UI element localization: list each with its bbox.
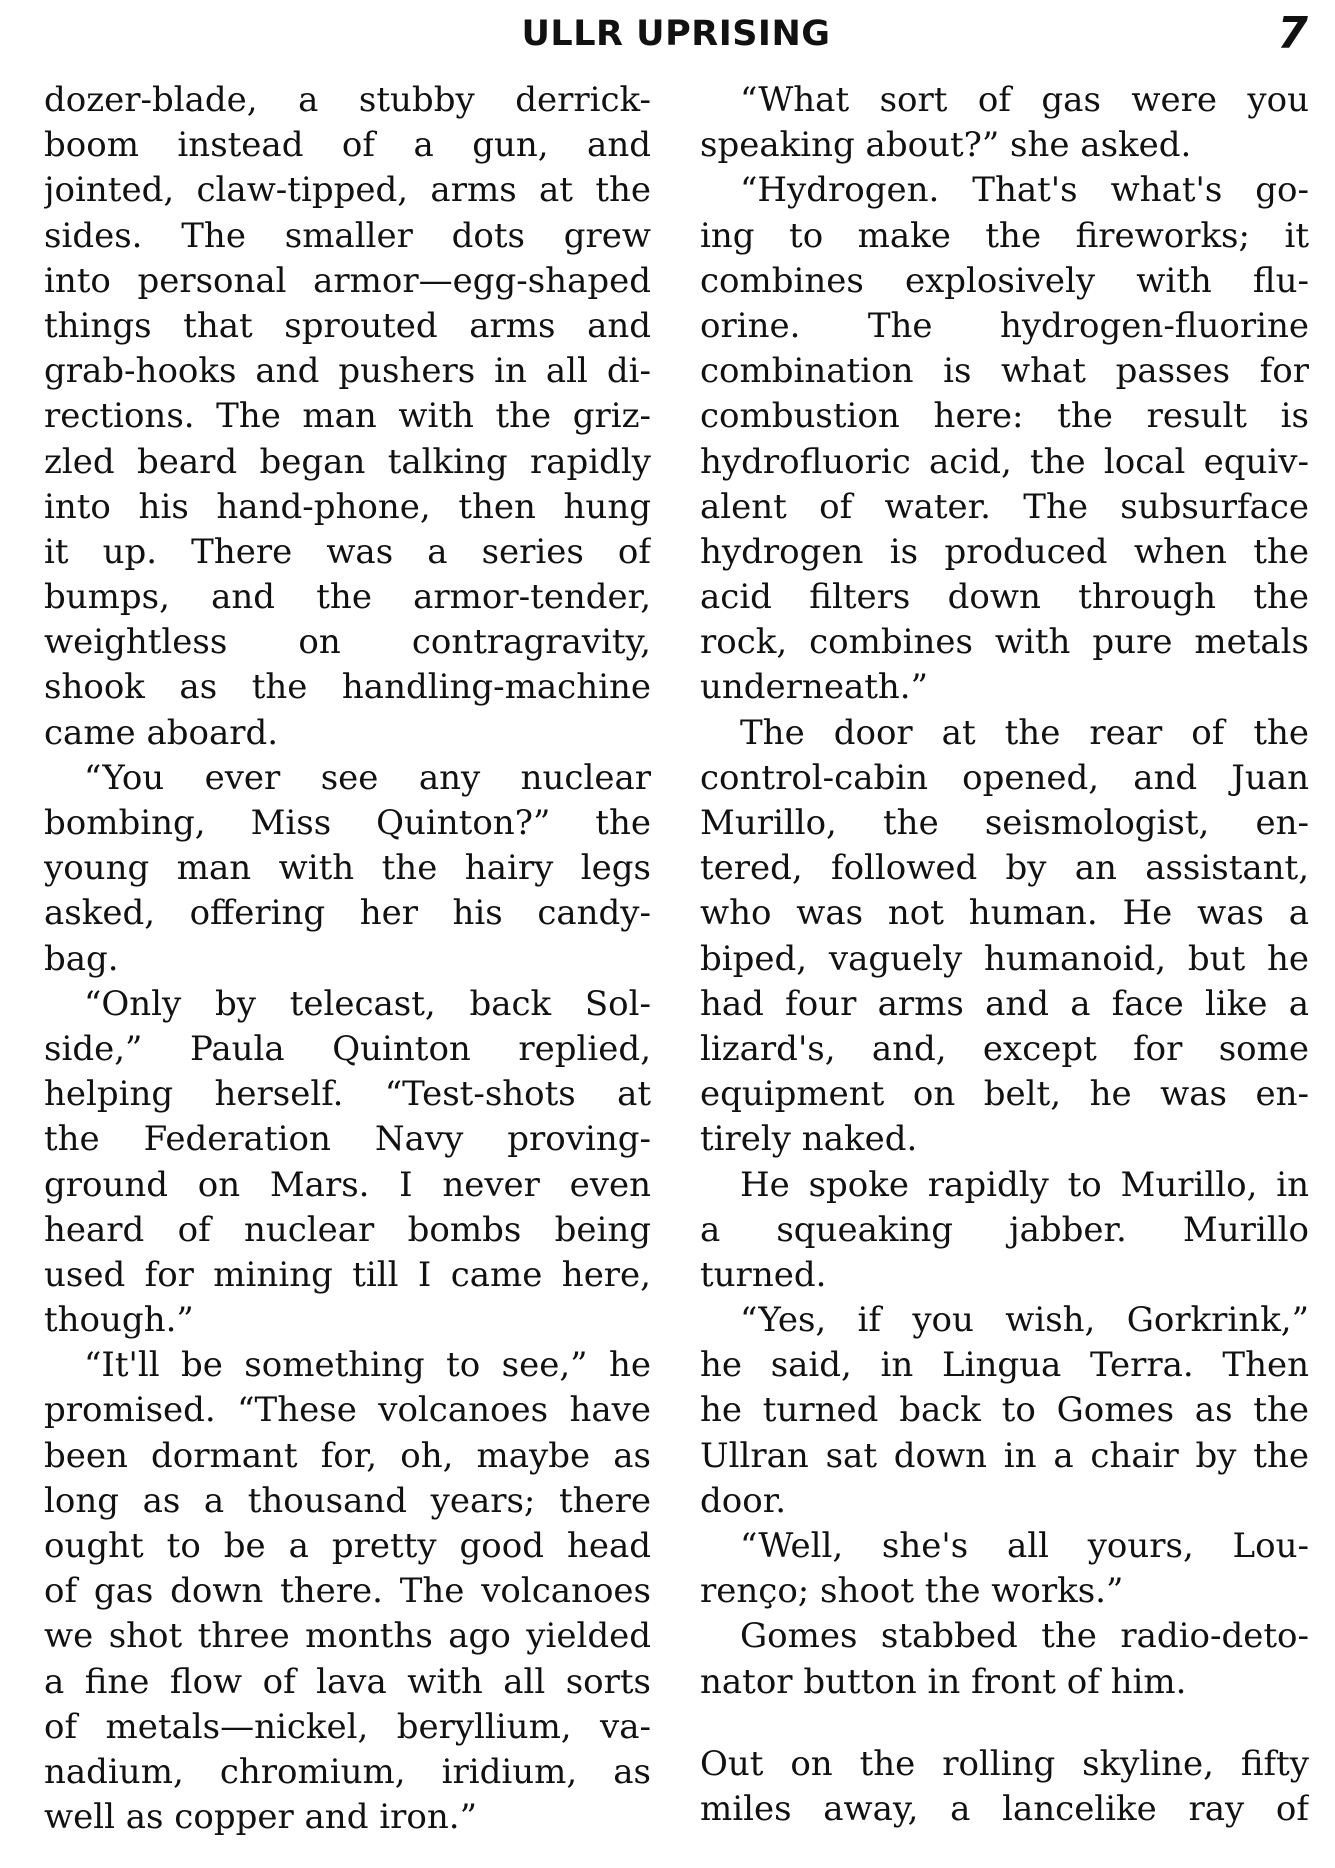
text-line: combustion here: the result is bbox=[700, 396, 1309, 437]
text-line: “Only by telecast, back Sol- bbox=[84, 983, 651, 1024]
text-line: hydrogen is produced when the bbox=[700, 531, 1309, 572]
text-line: he turned back to Gomes as the bbox=[700, 1390, 1309, 1431]
text-line: it up. There was a series of bbox=[44, 531, 651, 572]
text-line: hydrofluoric acid, the local equiv- bbox=[700, 441, 1309, 482]
text-line: into personal armor—egg-shaped bbox=[44, 260, 651, 301]
text-line: we shot three months ago yielded bbox=[44, 1616, 651, 1657]
text-line: rock, combines with pure metals bbox=[700, 622, 1309, 663]
text-line: lizard's, and, except for some bbox=[700, 1028, 1309, 1069]
text-line: “Hydrogen. That's what's go- bbox=[740, 170, 1309, 211]
text-line: zled beard began talking rapidly bbox=[44, 441, 651, 482]
text-line: of metals—nickel, beryllium, va- bbox=[44, 1706, 651, 1747]
text-line: acid filters down through the bbox=[700, 577, 1309, 618]
text-line: of gas down there. The volcanoes bbox=[44, 1571, 651, 1612]
text-line: “What sort of gas were you bbox=[740, 80, 1309, 120]
text-line: “It'll be something to see,” he bbox=[84, 1345, 651, 1386]
text-line: side,” Paula Quinton replied, bbox=[44, 1028, 651, 1069]
text-line: dozer-blade, a stubby derrick- bbox=[44, 80, 651, 120]
text-line: alent of water. The subsurface bbox=[700, 486, 1309, 527]
text-line: “Yes, if you wish, Gorkrink,” bbox=[740, 1300, 1309, 1341]
text-line: came aboard. bbox=[44, 712, 279, 753]
text-line: nator button in front of him. bbox=[700, 1661, 1187, 1702]
text-line: been dormant for, oh, maybe as bbox=[44, 1435, 651, 1476]
text-line: a squeaking jabber. Murillo bbox=[700, 1209, 1309, 1250]
text-line: promised. “These volcanoes have bbox=[44, 1390, 651, 1431]
running-head: ULLR UPRISING bbox=[521, 14, 831, 54]
text-line: sides. The smaller dots grew bbox=[44, 215, 651, 256]
text-line: control-cabin opened, and Juan bbox=[700, 757, 1309, 798]
text-line: jointed, claw-tipped, arms at the bbox=[44, 170, 651, 211]
text-line: weightless on contragravity, bbox=[44, 622, 651, 663]
text-line: turned. bbox=[700, 1254, 827, 1295]
text-line: a fine flow of lava with all sorts bbox=[44, 1661, 651, 1702]
text-line: heard of nuclear bombs being bbox=[44, 1209, 651, 1250]
page-number: 7 bbox=[1277, 8, 1308, 59]
text-line: speaking about?” she asked. bbox=[700, 125, 1192, 166]
text-line: Out on the rolling skyline, fifty bbox=[700, 1743, 1309, 1784]
text-line: who was not human. He was a bbox=[700, 893, 1309, 934]
text-line: nadium, chromium, iridium, as bbox=[44, 1751, 651, 1792]
text-line: had four arms and a face like a bbox=[700, 983, 1309, 1024]
text-line: young man with the hairy legs bbox=[44, 848, 651, 889]
text-line: orine. The hydrogen-fluorine bbox=[700, 305, 1309, 346]
text-line: shook as the handling-machine bbox=[44, 667, 651, 708]
text-line: “You ever see any nuclear bbox=[84, 757, 651, 798]
text-line: used for mining till I came here, bbox=[44, 1254, 651, 1295]
text-line: equipment on belt, he was en- bbox=[700, 1074, 1309, 1115]
text-line: bumps, and the armor-tender, bbox=[44, 577, 651, 618]
text-line: into his hand-phone, then hung bbox=[44, 486, 651, 527]
text-line: combination is what passes for bbox=[700, 351, 1309, 392]
text-line: ground on Mars. I never even bbox=[44, 1164, 651, 1205]
text-line: long as a thousand years; there bbox=[44, 1480, 651, 1521]
text-line: ing to make the fireworks; it bbox=[700, 215, 1309, 256]
text-line: things that sprouted arms and bbox=[44, 305, 651, 346]
text-line: he said, in Lingua Terra. Then bbox=[700, 1345, 1309, 1386]
text-line: door. bbox=[700, 1480, 787, 1521]
text-line: asked, offering her his candy- bbox=[44, 893, 651, 934]
text-line: ought to be a pretty good head bbox=[44, 1526, 651, 1566]
text-line: tered, followed by an assistant, bbox=[700, 848, 1309, 889]
text-line: well as copper and iron.” bbox=[44, 1797, 477, 1838]
text-line: Murillo, the seismologist, en- bbox=[700, 803, 1309, 843]
text-line: bag. bbox=[44, 938, 119, 979]
left-text-column bbox=[44, 78, 651, 1840]
text-line: Ullran sat down in a chair by the bbox=[700, 1435, 1309, 1476]
text-line: helping herself. “Test-shots at bbox=[44, 1074, 651, 1115]
text-line: miles away, a lancelike ray of bbox=[700, 1788, 1309, 1829]
text-line: tirely naked. bbox=[700, 1119, 918, 1160]
text-line: boom instead of a gun, and bbox=[44, 125, 651, 166]
text-line: combines explosively with flu- bbox=[700, 260, 1309, 301]
text-line: renço; shoot the works.” bbox=[700, 1571, 1124, 1612]
text-line: “Well, she's all yours, Lou- bbox=[740, 1526, 1309, 1566]
text-line: rections. The man with the griz- bbox=[44, 396, 651, 437]
text-line: bombing, Miss Quinton?” the bbox=[44, 803, 651, 843]
text-line: He spoke rapidly to Murillo, in bbox=[740, 1164, 1309, 1205]
right-text-column bbox=[700, 78, 1309, 1832]
text-line: Gomes stabbed the radio-deto- bbox=[740, 1616, 1309, 1657]
text-line: though.” bbox=[44, 1300, 194, 1341]
text-line: biped, vaguely humanoid, but he bbox=[700, 938, 1309, 979]
text-line: The door at the rear of the bbox=[740, 712, 1309, 753]
text-line: grab-hooks and pushers in all di- bbox=[44, 351, 651, 392]
text-line: underneath.” bbox=[700, 667, 928, 708]
page-header bbox=[44, 10, 1308, 68]
text-line: the Federation Navy proving- bbox=[44, 1119, 651, 1160]
